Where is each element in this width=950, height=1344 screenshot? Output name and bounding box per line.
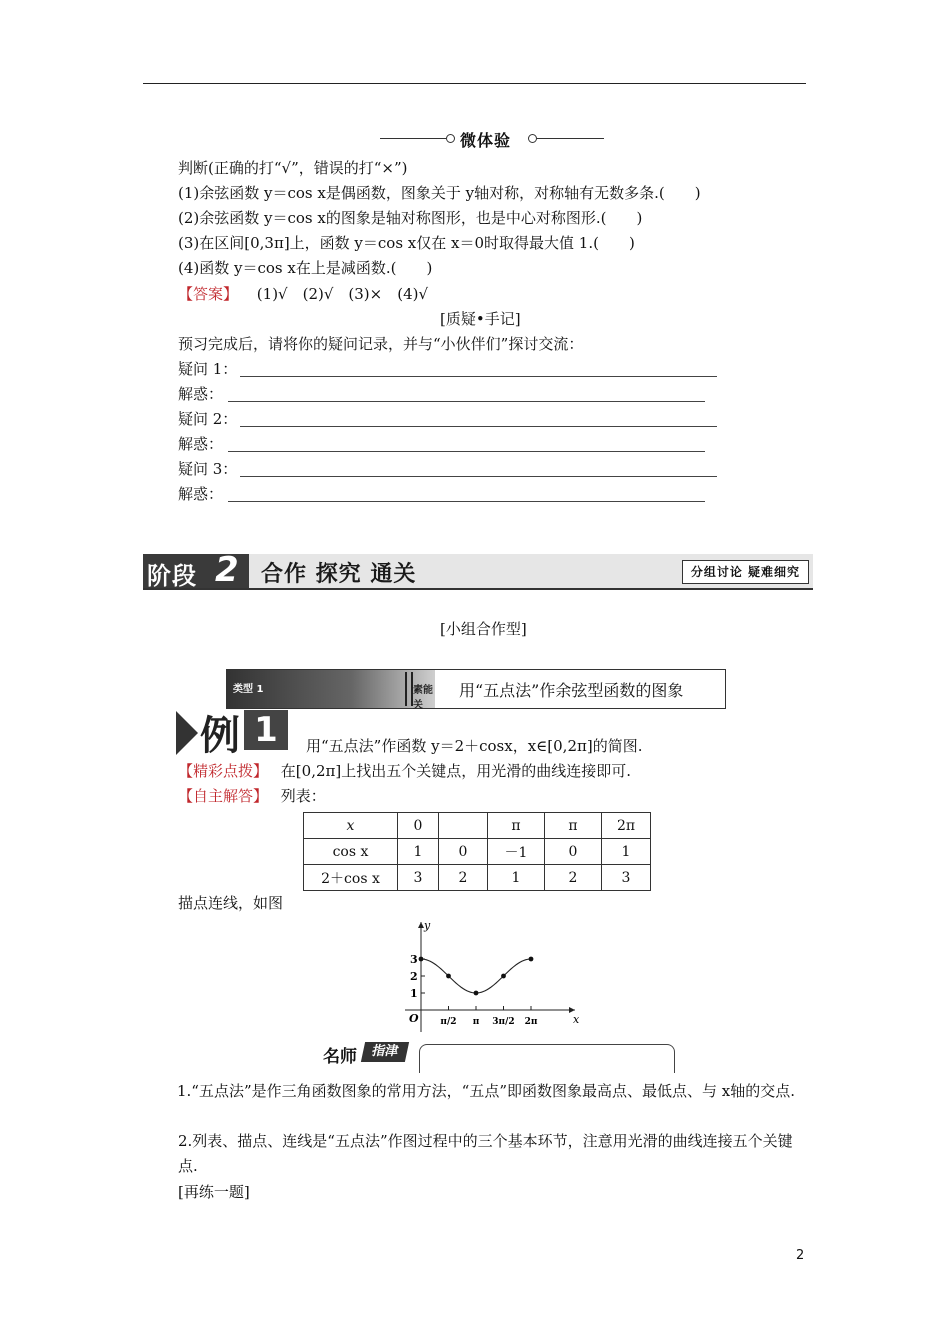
notes-intro: 预习完成后，请将你的疑问记录，并与“小伙伴们”探讨交流： bbox=[178, 335, 584, 353]
data-point bbox=[529, 957, 534, 962]
heading-left-dot bbox=[446, 134, 455, 143]
table-cell bbox=[439, 813, 488, 839]
type-sub-label: 素能关 bbox=[413, 685, 433, 711]
answer-2-label: 解惑： bbox=[178, 435, 224, 453]
answer-1-label: 解惑： bbox=[178, 385, 224, 403]
hint-line bbox=[178, 761, 631, 781]
page-number: 2 bbox=[796, 1248, 805, 1263]
table-cell: 3 bbox=[398, 865, 439, 891]
group-type-label: [小组合作型] bbox=[440, 620, 527, 638]
cosine-curve bbox=[421, 959, 531, 993]
stage-title: 合作 探究 通关 bbox=[261, 562, 417, 587]
teacher-paragraph-1 bbox=[178, 1079, 810, 1104]
heading-right-bar bbox=[537, 138, 604, 139]
data-point bbox=[419, 957, 424, 962]
mini-experience-title: 微体验 bbox=[460, 131, 512, 150]
value-table bbox=[303, 812, 651, 891]
judgement-item-2: (2)余弦函数 y＝cos x的图象是轴对称图形，也是中心对称图形.( ) bbox=[178, 209, 643, 227]
table-cell: 0 bbox=[439, 839, 488, 865]
question-1-label: 疑问 1： bbox=[178, 360, 238, 378]
hint-text: 在[0,2π]上找出五个关键点，用光滑的曲线连接即可. bbox=[280, 762, 631, 780]
answer-2-line[interactable] bbox=[228, 451, 705, 452]
table-cell: 2π bbox=[602, 813, 651, 839]
table-row bbox=[304, 839, 651, 865]
table-cell: －1 bbox=[488, 839, 545, 865]
teacher-guide-header bbox=[323, 1040, 675, 1070]
table-cell: cos x bbox=[304, 839, 398, 865]
table-cell: 0 bbox=[398, 813, 439, 839]
type-box-band bbox=[227, 670, 435, 711]
x-tick-label: 3π/2 bbox=[492, 1017, 515, 1027]
question-3-label: 疑问 3： bbox=[178, 460, 238, 478]
solve-line bbox=[178, 786, 326, 806]
teacher-frame bbox=[419, 1044, 675, 1073]
question-1-line[interactable] bbox=[240, 376, 717, 377]
instruction-text: 判断(正确的打“√”，错误的打“×”) bbox=[178, 159, 408, 177]
teacher-p1-text: 1.“五点法”是作三角函数图象的常用方法，“五点”即函数图象最高点、最低点、与 x轴的交点. bbox=[177, 1082, 795, 1100]
heading-left-bar bbox=[380, 138, 446, 139]
data-point bbox=[501, 974, 506, 979]
question-2-label: 疑问 2： bbox=[178, 410, 238, 428]
type-box bbox=[226, 669, 726, 709]
y-tick-label: 1 bbox=[410, 987, 418, 1000]
answer-3-label: 解惑： bbox=[178, 485, 224, 503]
solve-label: 【自主解答】 bbox=[178, 787, 269, 805]
example-char: 例 bbox=[200, 713, 240, 759]
question-2-line[interactable] bbox=[240, 426, 717, 427]
teacher-p2-text: 2.列表、描点、连线是“五点法”作图过程中的三个基本环节，注意用光滑的曲线连接五个关键点. bbox=[178, 1132, 793, 1175]
table-cell: 1 bbox=[602, 839, 651, 865]
table-cell: π bbox=[545, 813, 602, 839]
heading-right-dot bbox=[528, 134, 537, 143]
data-point bbox=[446, 974, 451, 979]
stage-number: 2 bbox=[215, 550, 239, 590]
table-cell: 1 bbox=[398, 839, 439, 865]
table-cell: π bbox=[488, 813, 545, 839]
teacher-label: 名师 bbox=[323, 1047, 357, 1067]
teacher-paragraph-2 bbox=[178, 1129, 810, 1179]
example-question: 用“五点法”作函数 y＝2＋cosx，x∈[0,2π]的简图. bbox=[306, 737, 643, 755]
table-cell: 3 bbox=[602, 865, 651, 891]
teacher-p1 bbox=[177, 1079, 809, 1104]
x-tick-label: π/2 bbox=[440, 1017, 457, 1027]
x-axis-label: x bbox=[573, 1013, 580, 1026]
table-cell: 2＋cos x bbox=[304, 865, 398, 891]
table-cell: x bbox=[304, 813, 398, 839]
question-3-line[interactable] bbox=[240, 476, 717, 477]
answer-line bbox=[178, 284, 428, 304]
origin-label: O bbox=[409, 1012, 419, 1025]
table-cell: 0 bbox=[545, 839, 602, 865]
table-row bbox=[304, 865, 651, 891]
judgement-item-4: (4)函数 y＝cos x在上是减函数.( ) bbox=[178, 259, 433, 277]
y-tick-label: 2 bbox=[410, 970, 418, 983]
cosine-graph bbox=[395, 916, 595, 1038]
example-number: 1 bbox=[244, 710, 288, 750]
solve-text: 列表： bbox=[280, 787, 326, 805]
answer-1-line[interactable] bbox=[228, 401, 705, 402]
judgement-item-1: (1)余弦函数 y＝cos x是偶函数，图象关于 y轴对称，对称轴有无数多条.( ) bbox=[178, 184, 701, 202]
teacher-badge: 指津 bbox=[361, 1042, 409, 1062]
after-table-text: 描点连线，如图 bbox=[178, 894, 284, 912]
x-tick-label: 2π bbox=[524, 1017, 538, 1027]
stage-block bbox=[143, 550, 249, 590]
data-point bbox=[474, 991, 479, 996]
x-tick-label: π bbox=[472, 1017, 480, 1027]
type-title: 用“五点法”作余弦型函数的图象 bbox=[459, 681, 684, 700]
judgement-item-3: (3)在区间[0,3π]上，函数 y＝cos x仅在 x＝0时取得最大值 1.( ) bbox=[178, 234, 635, 252]
y-axis-label: y bbox=[424, 919, 431, 932]
type-separator bbox=[405, 672, 413, 706]
hint-label: 【精彩点拨】 bbox=[178, 762, 269, 780]
stage-tag: 分组讨论 疑难细究 bbox=[682, 560, 809, 584]
table-cell: 2 bbox=[439, 865, 488, 891]
notes-header: [质疑•手记] bbox=[440, 310, 521, 328]
answer-text: (1)√ (2)√ (3)× (4)√ bbox=[256, 285, 429, 303]
example-arrow-icon bbox=[176, 711, 198, 755]
type-label: 类型 1 bbox=[233, 684, 264, 695]
stage-banner bbox=[143, 550, 813, 590]
table-row bbox=[304, 813, 651, 839]
answer-3-line[interactable] bbox=[228, 501, 705, 502]
header-rule bbox=[143, 83, 806, 84]
practice-label: [再练一题] bbox=[178, 1183, 250, 1201]
table-cell: 1 bbox=[488, 865, 545, 891]
stage-block-text: 阶段 bbox=[147, 562, 197, 590]
mini-experience-heading bbox=[380, 128, 604, 150]
y-tick-label: 3 bbox=[410, 953, 418, 966]
table-cell: 2 bbox=[545, 865, 602, 891]
answer-label: 【答案】 bbox=[178, 285, 239, 303]
